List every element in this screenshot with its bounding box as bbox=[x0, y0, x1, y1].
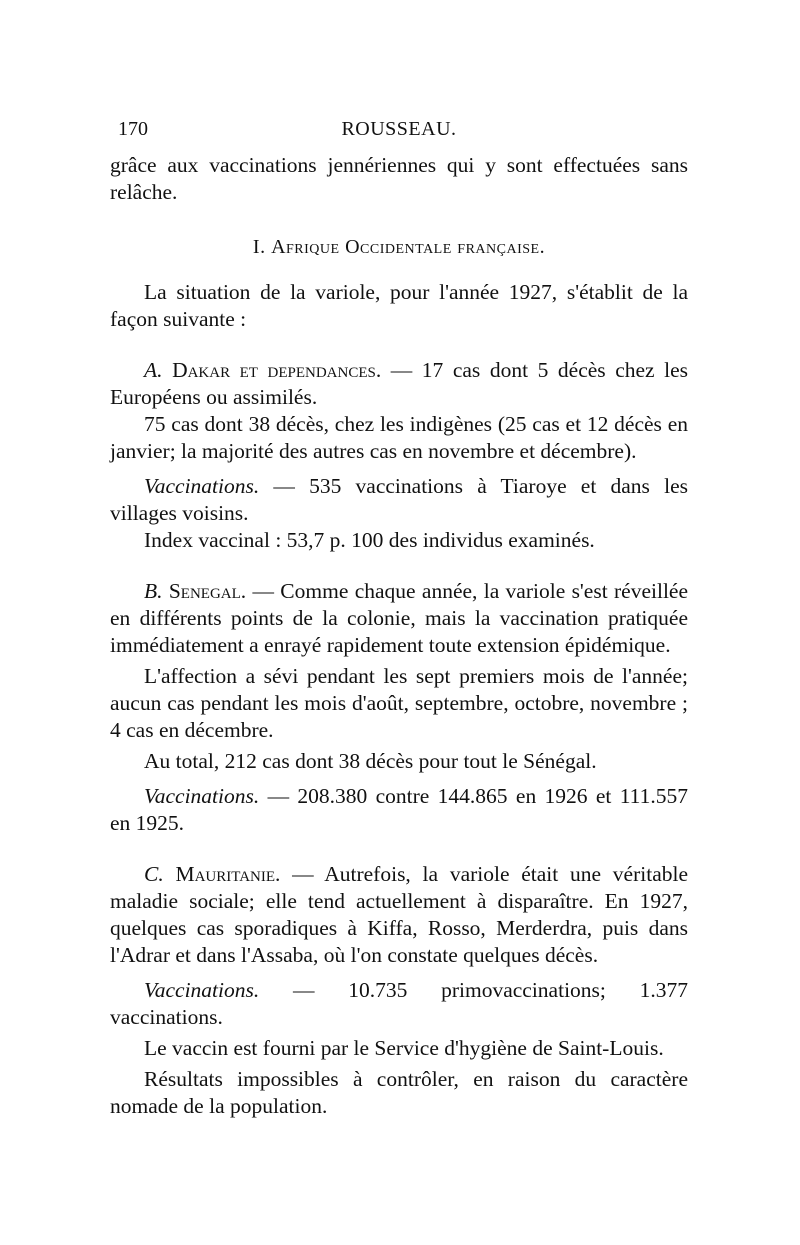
section-heading: Afrique Occidentale française. bbox=[271, 236, 546, 258]
part-c-results: Résultats impossibles à contrôler, en raison du caractère nomade de la population. bbox=[110, 1067, 688, 1118]
part-a-paragraph bbox=[110, 357, 688, 411]
part-a-text: — 17 cas dont 5 décès chez les Européens ou assimilés. bbox=[110, 358, 688, 409]
part-b-vaccinations bbox=[110, 783, 688, 837]
part-b-paragraph bbox=[110, 578, 688, 659]
intro-paragraph: grâce aux vaccinations jennériennes qui y sont effectuées sans relâche. bbox=[110, 153, 688, 204]
part-c-vaccinations bbox=[110, 977, 688, 1031]
part-a-vaccinations bbox=[110, 473, 688, 527]
part-b-months: L'affection a sévi pendant les sept premiers mois de l'année; aucun cas pendant les mois d'août, septembre, octobre, novembre ; 4 cas en décembre. bbox=[110, 664, 688, 742]
running-head: ROUSSEAU. bbox=[341, 118, 457, 140]
lead-paragraph: La situation de la variole, pour l'année 1927, s'établit de la façon suivante : bbox=[110, 280, 688, 331]
part-b-letter: B. bbox=[144, 579, 163, 603]
part-b-vacc-text: — 208.380 contre 144.865 en 1926 et 111.557 en 1925. bbox=[110, 784, 688, 835]
part-b-heading: Senegal. bbox=[168, 579, 247, 603]
part-b-vacc-label: Vaccinations. bbox=[144, 784, 260, 808]
section-number: I. bbox=[252, 236, 266, 258]
part-c-vacc-text: — 10.735 primovaccinations; 1.377 vaccinations. bbox=[110, 978, 688, 1029]
part-c-vacc-label: Vaccinations. bbox=[144, 978, 260, 1002]
part-c-vaccine-source: Le vaccin est fourni par le Service d'hygiène de Saint-Louis. bbox=[144, 1036, 664, 1060]
part-a-letter: A. bbox=[144, 358, 163, 382]
page-header bbox=[110, 118, 688, 152]
part-a-index: Index vaccinal : 53,7 p. 100 des individus examinés. bbox=[144, 528, 595, 552]
part-a-heading: Dakar et dependances. bbox=[172, 358, 382, 382]
part-b-text: — Comme chaque année, la variole s'est réveillée en différents points de la colonie, mais la vaccination pratiquée immédiatement a enrayé rapidement toute extension épidémique. bbox=[110, 579, 689, 657]
section-title bbox=[110, 236, 688, 259]
part-a-cases: 75 cas dont 38 décès, chez les indigènes (25 cas et 12 décès en janvier; la majorité des autres cas en novembre et décembre). bbox=[110, 412, 688, 463]
part-c-heading: Mauritanie. bbox=[175, 862, 281, 886]
document-page bbox=[110, 118, 688, 1120]
part-b-total: Au total, 212 cas dont 38 décès pour tout le Sénégal. bbox=[144, 749, 597, 773]
part-c-letter: C. bbox=[144, 862, 164, 886]
part-a-vacc-label: Vaccinations. bbox=[144, 474, 260, 498]
part-a-vacc-text: — 535 vaccinations à Tiaroye et dans les villages voisins. bbox=[110, 474, 688, 525]
page-number: 170 bbox=[118, 118, 148, 140]
part-c-text: — Autrefois, la variole était une véritable maladie sociale; elle tend actuellement à disparaître. En 1927, quelques cas sporadiques à Kiffa, Rosso, Merderdra, puis dans l'Adrar et dans l'Assaba, où l'on constate quelques décès. bbox=[110, 862, 688, 967]
part-c-paragraph bbox=[110, 861, 688, 969]
